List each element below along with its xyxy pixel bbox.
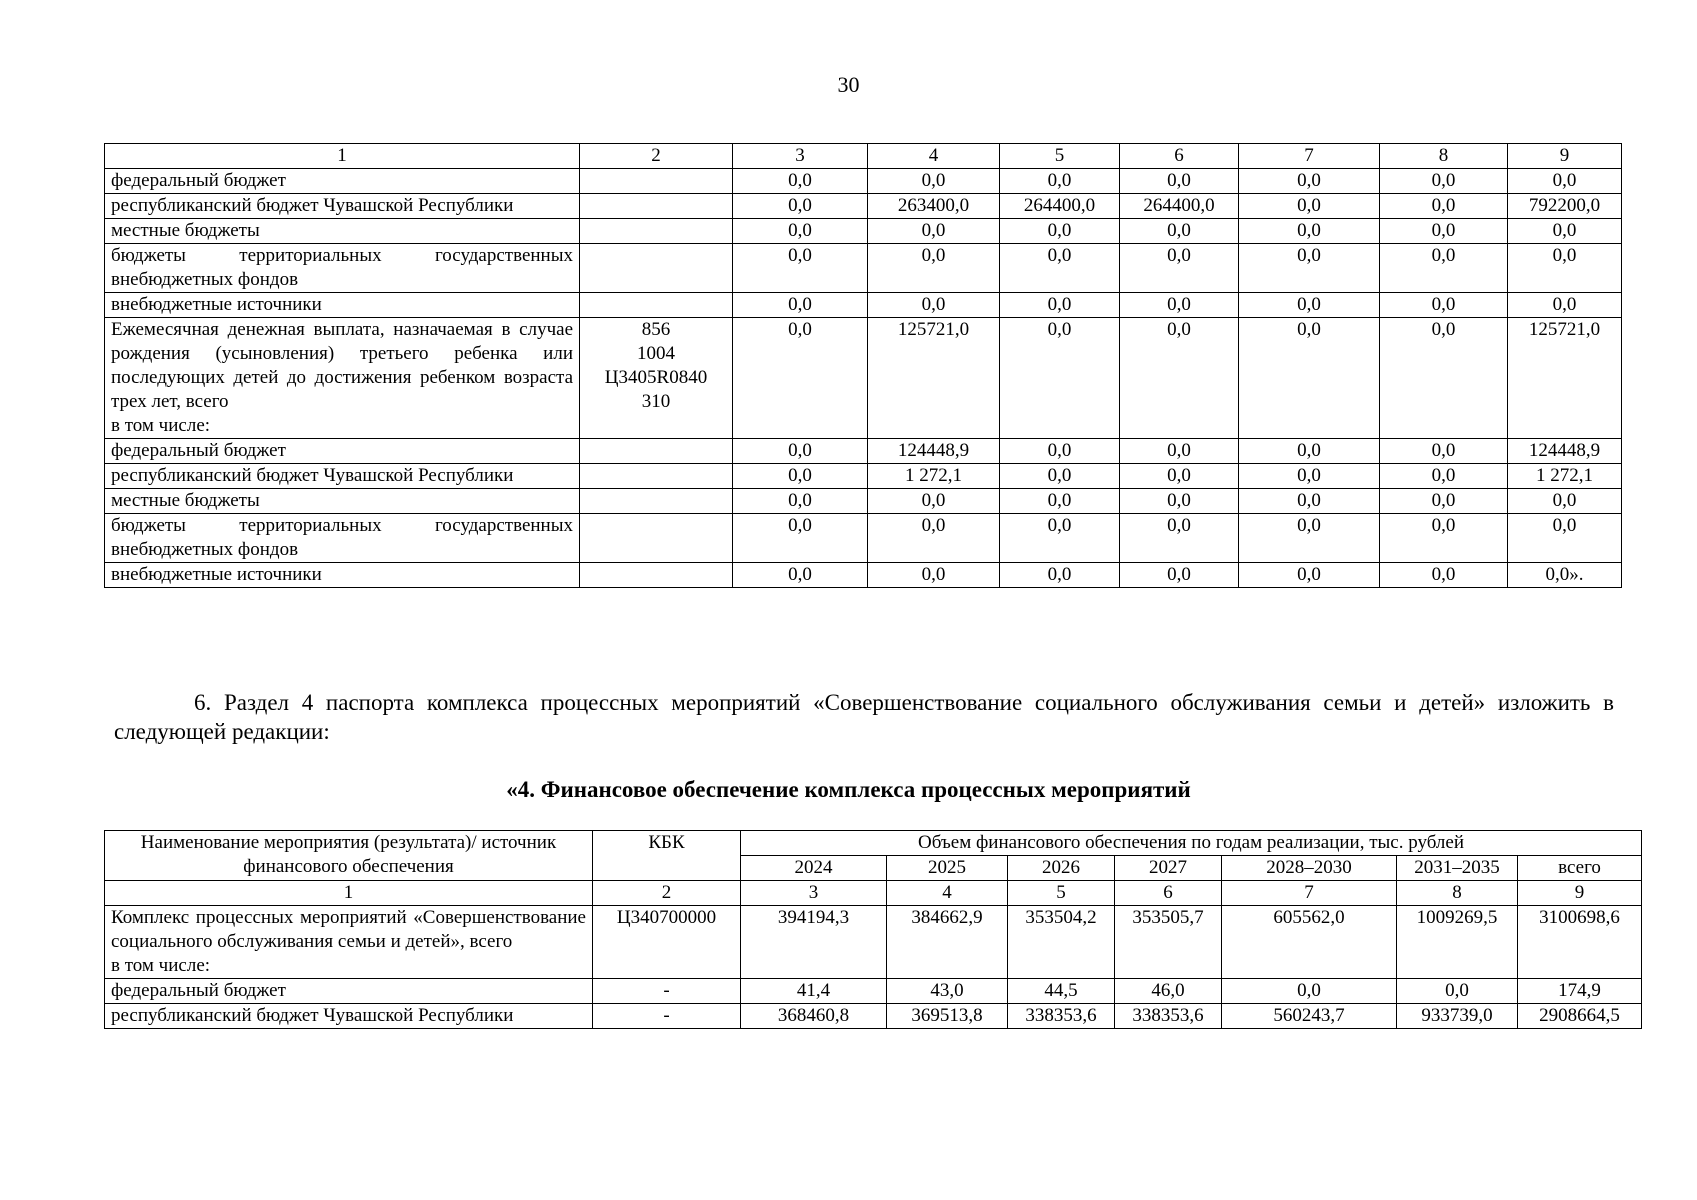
row-name: местные бюджеты <box>105 219 580 244</box>
row-value: 368460,8 <box>741 1004 887 1029</box>
header-kbk: КБК <box>593 831 741 881</box>
row-value: 0,0 <box>1000 439 1120 464</box>
row-value: 1 272,1 <box>1508 464 1622 489</box>
column-number: 2 <box>580 144 733 169</box>
column-number: 8 <box>1380 144 1508 169</box>
funding-table-continued <box>104 143 1622 588</box>
row-value: 0,0 <box>1120 169 1239 194</box>
row-code <box>580 244 733 293</box>
row-value: 0,0 <box>1239 219 1380 244</box>
table-row <box>105 464 1622 489</box>
row-name: бюджеты территориальных государственных внебюджетных фондов <box>105 244 580 293</box>
year-header: 2024 <box>741 856 887 881</box>
row-value: 0,0 <box>1000 244 1120 293</box>
row-code <box>580 514 733 563</box>
row-value: 0,0 <box>1000 563 1120 588</box>
row-code: Ц340700000 <box>593 906 741 979</box>
row-name: бюджеты территориальных государственных внебюджетных фондов <box>105 514 580 563</box>
row-value: 0,0 <box>1120 439 1239 464</box>
column-number: 4 <box>868 144 1000 169</box>
column-number: 7 <box>1239 144 1380 169</box>
amendment-paragraph: 6. Раздел 4 паспорта комплекса процессных мероприятий «Совершенствование социального обслуживания семьи и детей» изложить в следующей редакции: <box>114 690 1614 744</box>
row-value: 0,0 <box>733 219 868 244</box>
row-value: 0,0 <box>1000 293 1120 318</box>
row-value: 0,0». <box>1508 563 1622 588</box>
row-value: 0,0 <box>1508 514 1622 563</box>
row-value: 0,0 <box>1380 514 1508 563</box>
header-name: Наименование мероприятия (результата)/ источник финансового обеспечения <box>105 831 593 881</box>
row-value: 0,0 <box>1000 219 1120 244</box>
row-value: 124448,9 <box>1508 439 1622 464</box>
row-value: 0,0 <box>1380 244 1508 293</box>
row-code <box>580 293 733 318</box>
row-value: 353505,7 <box>1115 906 1222 979</box>
row-value: 0,0 <box>1508 293 1622 318</box>
column-number: 6 <box>1120 144 1239 169</box>
row-code: - <box>593 1004 741 1029</box>
row-value: 0,0 <box>1380 318 1508 439</box>
row-value: 0,0 <box>868 293 1000 318</box>
row-value: 0,0 <box>1239 318 1380 439</box>
row-value: 605562,0 <box>1222 906 1397 979</box>
row-value: 2908664,5 <box>1518 1004 1642 1029</box>
table-row <box>105 1004 1642 1029</box>
row-value: 0,0 <box>868 219 1000 244</box>
year-header: 2026 <box>1008 856 1115 881</box>
column-number: 8 <box>1397 881 1518 906</box>
row-value: 0,0 <box>1380 464 1508 489</box>
row-value: 0,0 <box>1380 563 1508 588</box>
row-value: 0,0 <box>868 563 1000 588</box>
row-value: 0,0 <box>868 489 1000 514</box>
row-value: 0,0 <box>1239 293 1380 318</box>
table-row <box>105 318 1622 439</box>
row-value: 43,0 <box>887 979 1008 1004</box>
table-header-row <box>105 144 1622 169</box>
row-value: 0,0 <box>1508 219 1622 244</box>
row-value: 0,0 <box>1000 318 1120 439</box>
row-code <box>580 439 733 464</box>
row-name: республиканский бюджет Чувашской Республики <box>105 464 580 489</box>
row-value: 0,0 <box>733 318 868 439</box>
row-value: 0,0 <box>1380 219 1508 244</box>
row-value: 394194,3 <box>741 906 887 979</box>
column-number: 1 <box>105 144 580 169</box>
column-number: 3 <box>741 881 887 906</box>
column-number: 9 <box>1518 881 1642 906</box>
row-value: 0,0 <box>1380 293 1508 318</box>
row-value: 792200,0 <box>1508 194 1622 219</box>
header-volume: Объем финансового обеспечения по годам реализации, тыс. рублей <box>741 831 1642 856</box>
row-code <box>580 194 733 219</box>
row-value: 0,0 <box>1239 514 1380 563</box>
column-number: 1 <box>105 881 593 906</box>
table-row <box>105 489 1622 514</box>
row-value: 0,0 <box>1239 464 1380 489</box>
column-number-row <box>105 881 1642 906</box>
row-value: 369513,8 <box>887 1004 1008 1029</box>
row-value: 125721,0 <box>868 318 1000 439</box>
column-number: 4 <box>887 881 1008 906</box>
row-value: 1 272,1 <box>868 464 1000 489</box>
row-value: 0,0 <box>1000 489 1120 514</box>
table-row <box>105 439 1622 464</box>
row-value: 0,0 <box>868 514 1000 563</box>
row-name: федеральный бюджет <box>105 169 580 194</box>
row-value: 46,0 <box>1115 979 1222 1004</box>
row-value: 124448,9 <box>868 439 1000 464</box>
table-row <box>105 244 1622 293</box>
column-number: 7 <box>1222 881 1397 906</box>
row-value: 174,9 <box>1518 979 1642 1004</box>
row-value: 0,0 <box>733 244 868 293</box>
row-value: 0,0 <box>1239 439 1380 464</box>
row-name: федеральный бюджет <box>105 979 593 1004</box>
column-number: 2 <box>593 881 741 906</box>
row-name: федеральный бюджет <box>105 439 580 464</box>
row-value: 0,0 <box>733 439 868 464</box>
row-value: 0,0 <box>733 169 868 194</box>
table-row <box>105 514 1622 563</box>
row-value: 384662,9 <box>887 906 1008 979</box>
year-header: 2025 <box>887 856 1008 881</box>
row-name: Ежемесячная денежная выплата, назначаемая в случае рождения (усыновления) третьего ребенка или последующих детей до достижения ребенком возраста трех лет, всего в том числе: <box>105 318 580 439</box>
row-code <box>580 169 733 194</box>
row-value: 41,4 <box>741 979 887 1004</box>
row-code: - <box>593 979 741 1004</box>
row-name: республиканский бюджет Чувашской Республики <box>105 1004 593 1029</box>
column-number: 9 <box>1508 144 1622 169</box>
section-heading: «4. Финансовое обеспечение комплекса процессных мероприятий <box>506 777 1191 802</box>
row-value: 338353,6 <box>1115 1004 1222 1029</box>
row-value: 264400,0 <box>1120 194 1239 219</box>
table-row <box>105 169 1622 194</box>
table-row <box>105 194 1622 219</box>
row-value: 933739,0 <box>1397 1004 1518 1029</box>
row-value: 0,0 <box>1120 514 1239 563</box>
year-header: 2031–2035 <box>1397 856 1518 881</box>
row-value: 0,0 <box>1380 169 1508 194</box>
table-row <box>105 563 1622 588</box>
row-value: 0,0 <box>868 169 1000 194</box>
row-name: Комплекс процессных мероприятий «Совершенствование социального обслуживания семьи и детей», всего в том числе: <box>105 906 593 979</box>
row-value: 0,0 <box>1239 244 1380 293</box>
row-value: 0,0 <box>733 293 868 318</box>
row-name: республиканский бюджет Чувашской Республики <box>105 194 580 219</box>
row-code <box>580 464 733 489</box>
row-value: 0,0 <box>733 563 868 588</box>
row-value: 0,0 <box>1120 563 1239 588</box>
row-code <box>580 219 733 244</box>
table-row <box>105 979 1642 1004</box>
row-value: 0,0 <box>1397 979 1518 1004</box>
row-name: местные бюджеты <box>105 489 580 514</box>
financing-table <box>104 830 1642 1029</box>
row-value: 125721,0 <box>1508 318 1622 439</box>
row-value: 264400,0 <box>1000 194 1120 219</box>
row-value: 0,0 <box>733 514 868 563</box>
column-number: 5 <box>1000 144 1120 169</box>
row-value: 338353,6 <box>1008 1004 1115 1029</box>
row-value: 44,5 <box>1008 979 1115 1004</box>
year-header: 2028–2030 <box>1222 856 1397 881</box>
row-value: 0,0 <box>1239 563 1380 588</box>
row-code: 856 1004 Ц3405R0840 310 <box>580 318 733 439</box>
row-value: 0,0 <box>1380 439 1508 464</box>
row-value: 0,0 <box>1120 293 1239 318</box>
table-row <box>105 219 1622 244</box>
column-number: 3 <box>733 144 868 169</box>
row-value: 353504,2 <box>1008 906 1115 979</box>
row-value: 0,0 <box>1120 489 1239 514</box>
table-row <box>105 906 1642 979</box>
row-value: 0,0 <box>1239 194 1380 219</box>
column-number: 6 <box>1115 881 1222 906</box>
row-value: 0,0 <box>1508 244 1622 293</box>
row-value: 0,0 <box>733 489 868 514</box>
row-value: 3100698,6 <box>1518 906 1642 979</box>
row-value: 0,0 <box>1000 514 1120 563</box>
row-value: 0,0 <box>868 244 1000 293</box>
row-value: 0,0 <box>1239 489 1380 514</box>
row-value: 0,0 <box>1120 219 1239 244</box>
row-value: 0,0 <box>1239 169 1380 194</box>
table-row <box>105 293 1622 318</box>
year-header: всего <box>1518 856 1642 881</box>
row-value: 0,0 <box>733 194 868 219</box>
row-value: 0,0 <box>1380 194 1508 219</box>
row-value: 0,0 <box>1508 489 1622 514</box>
row-value: 560243,7 <box>1222 1004 1397 1029</box>
year-header: 2027 <box>1115 856 1222 881</box>
row-value: 0,0 <box>1000 464 1120 489</box>
row-name: внебюджетные источники <box>105 563 580 588</box>
row-value: 0,0 <box>1508 169 1622 194</box>
column-number: 5 <box>1008 881 1115 906</box>
row-value: 0,0 <box>1000 169 1120 194</box>
row-code <box>580 563 733 588</box>
row-code <box>580 489 733 514</box>
row-name: внебюджетные источники <box>105 293 580 318</box>
row-value: 263400,0 <box>868 194 1000 219</box>
table-header-row <box>105 831 1642 856</box>
row-value: 0,0 <box>1380 489 1508 514</box>
row-value: 0,0 <box>1222 979 1397 1004</box>
row-value: 0,0 <box>1120 244 1239 293</box>
row-value: 0,0 <box>1120 318 1239 439</box>
row-value: 0,0 <box>733 464 868 489</box>
row-value: 0,0 <box>1120 464 1239 489</box>
row-value: 1009269,5 <box>1397 906 1518 979</box>
page-number: 30 <box>837 72 860 97</box>
